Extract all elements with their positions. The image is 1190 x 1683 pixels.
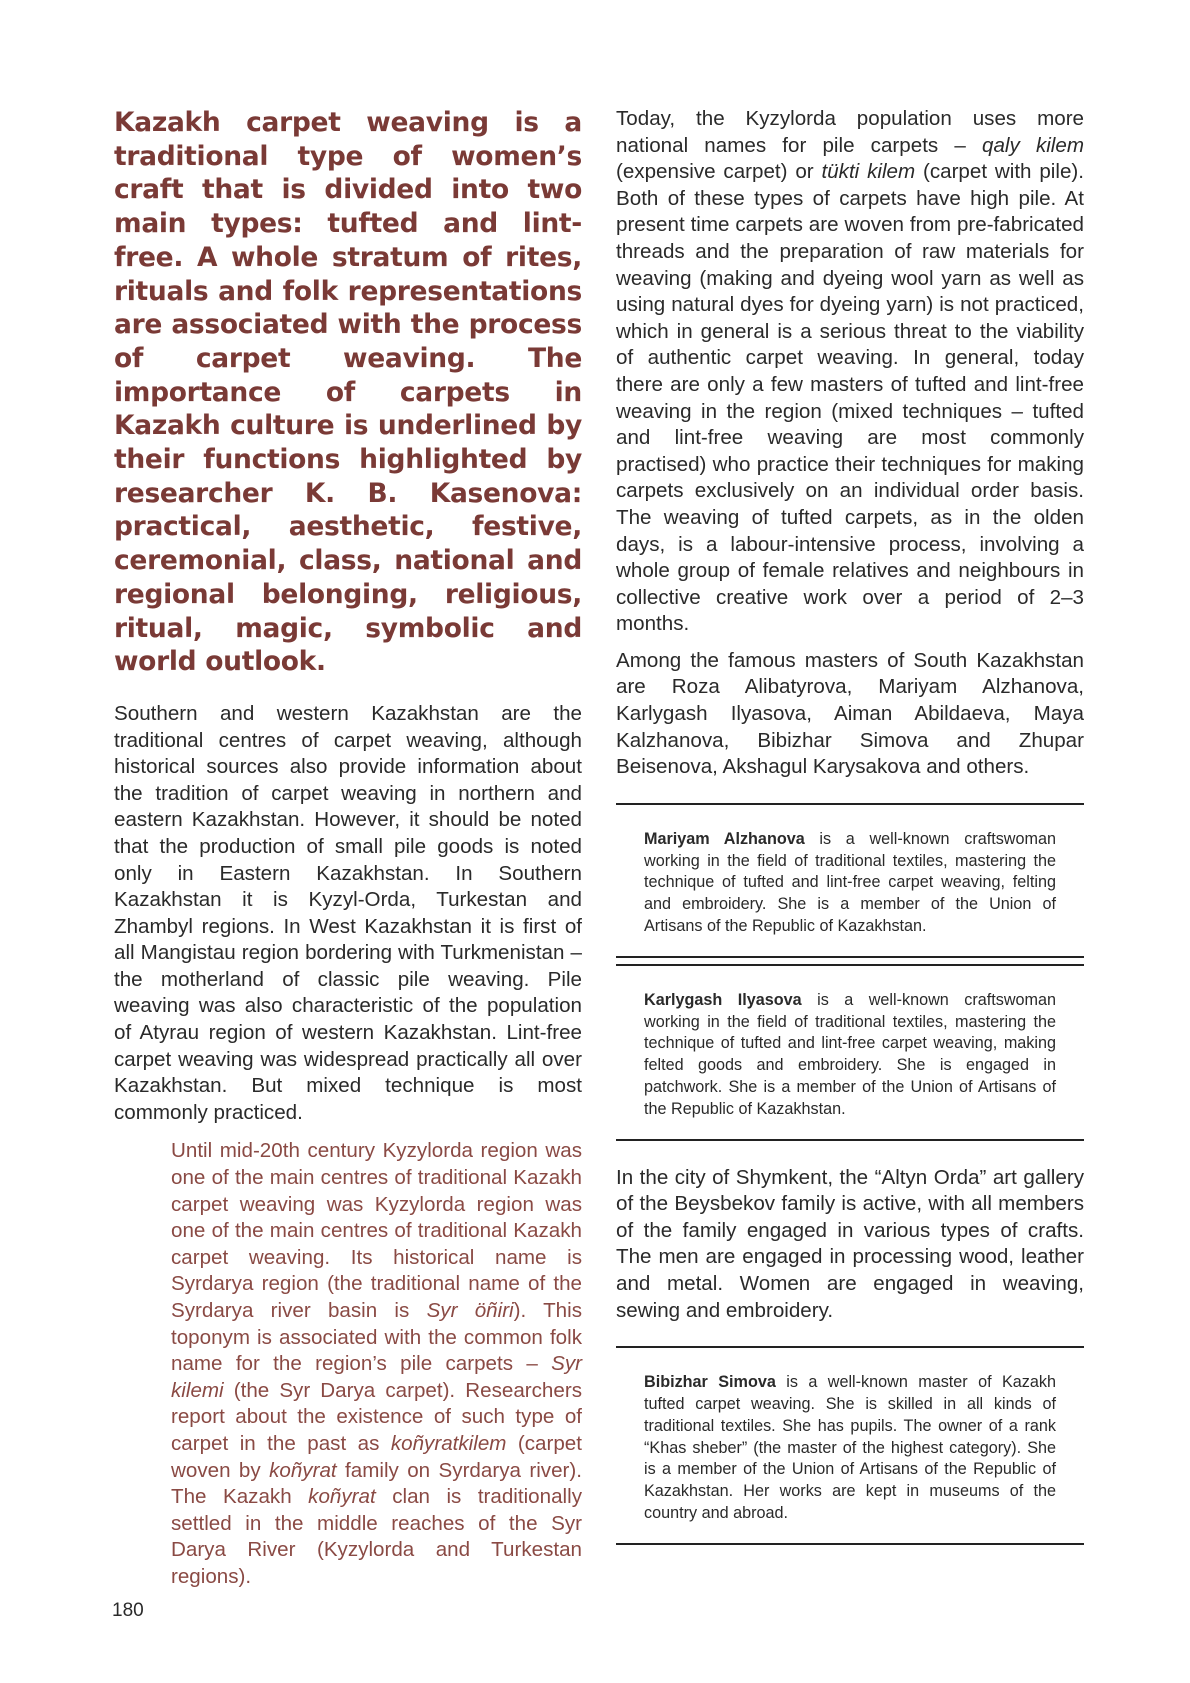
body-paragraph-masters: Among the famous masters of South Kazakhstan are Roza Alibatyrova, Mariyam Alzhanova, Karlygash Ilyasova, Aiman Abildaeva, Maya Kalzhanova, Bibizhar Simova and Zhupar Beisenova, Akshagul Karysakova and others.	[616, 648, 1084, 779]
bio-box-alzhanova: Mariyam Alzhanova is a well-known craftswoman working in the field of traditional textiles, mastering the technique of tufted and lint-free carpet weaving, felting and embroidery. She is a member of the Union of Artisans of the Republic of Kazakhstan.	[644, 829, 1056, 936]
body-paragraph-shymkent: In the city of Shymkent, the “Altyn Orda” art gallery of the Beysbekov family is active, with all members of the family engaged in various types of crafts. The men are engaged in processing wood, leather and metal. Women are engaged in weaving, sewing and embroidery.	[616, 1165, 1084, 1322]
divider-rule	[616, 1543, 1084, 1545]
right-column	[616, 106, 1084, 1545]
bio-name: Bibizhar Simova	[644, 1373, 776, 1392]
lead-paragraph: Kazakh carpet weaving is a traditional type of women’s craft that is divided into two main types: tufted and lint-free. A whole stratum of rites, rituals and folk representations are associated with the process of carpet weaving. The importance of carpets in Kazakh culture is underlined by their functions highlighted by researcher K. B. Kasenova: practical, aesthetic, festive, ceremonial, class, national and regional belonging, religious, ritual, magic, symbolic and world outlook.	[114, 107, 582, 678]
bio-name: Mariyam Alzhanova	[644, 829, 805, 848]
body-paragraph-regions: Southern and western Kazakhstan are the traditional centres of carpet weaving, although historical sources also provide information about the tradition of carpet weaving in northern and eastern Kazakhstan. However, it should be noted that the production of small pile goods is noted only in Eastern Kazakhstan. In Southern Kazakhstan it is Kyzyl-Orda, Turkestan and Zhambyl regions. In West Kazakhstan it is first of all Mangistau region bordering with Turkmenistan – the motherland of classic pile weaving. Pile weaving was also characteristic of the population of Atyrau region of western Kazakhstan. Lint-free carpet weaving was widespread practically all over Kazakhstan. But mixed technique is most commonly practiced.	[114, 701, 582, 1124]
accent-paragraph-kyzylorda: Until mid-20th century Kyzylorda region was one of the main centres of traditional Kazakh carpet weaving was Kyzylorda region was one of the main centres of traditional Kazakh carpet weaving. Its historical name is Syrdarya region (the traditional name of the Syrdarya river basin is Syr öñiri). This toponym is associated with the common folk name for the region’s pile carpets – Syr kilemi (the Syr Darya carpet). Researchers report about the existence of such type of carpet in the past as koñyratkilem (carpet woven by koñyrat family on Syrdarya river). The Kazakh koñyrat clan is traditionally settled in the middle reaches of the Syr Darya River (Kyzylorda and Turkestan regions).	[171, 1139, 582, 1588]
page-number: 180	[112, 1600, 144, 1621]
bio-box-ilyasova: Karlygash Ilyasova is a well-known craftswoman working in the field of traditional textiles, mastering the technique of tufted and lint-free carpet weaving, making felted goods and embroidery. She is engaged in patchwork. She is a member of the Union of Artisans of the Republic of Kazakhstan.	[644, 990, 1056, 1118]
double-divider-rule	[616, 956, 1084, 966]
left-column	[114, 106, 582, 1591]
bio-box-simova: Bibizhar Simova is a well-known master of Kazakh tufted carpet weaving. She is skilled in all kinds of traditional textiles. She has pupils. The owner of a rank “Khas sheber” (the master of the highest category). She is a member of the Union of Artisans of the Republic of Kazakhstan. Her works are kept in museums of the country and abroad.	[644, 1373, 1056, 1522]
divider-rule	[616, 1139, 1084, 1141]
body-paragraph-kyzylorda-names: Today, the Kyzylorda population uses more national names for pile carpets – qaly kilem (expensive carpet) or tükti kilem (carpet with pile). Both of these types of carpets have high pile. At present time carpets are woven from pre-fabricated threads and the preparation of raw materials for weaving (making and dyeing wool yarn as well as using natural dyes for dyeing yarn) is not practiced, which in general is a serious threat to the viability of authentic carpet weaving. In general, today there are only a few masters of tufted and lint-free weaving in the region (mixed techniques – tufted and lint-free weaving are most commonly practised) who practice their techniques for making carpets exclusively on an individual order basis. The weaving of tufted carpets, as in the olden days, is a labour-intensive process, involving a whole group of female relatives and neighbours in collective creative work over a period of 2–3 months.	[616, 107, 1084, 636]
bio-name: Karlygash Ilyasova	[644, 990, 802, 1009]
